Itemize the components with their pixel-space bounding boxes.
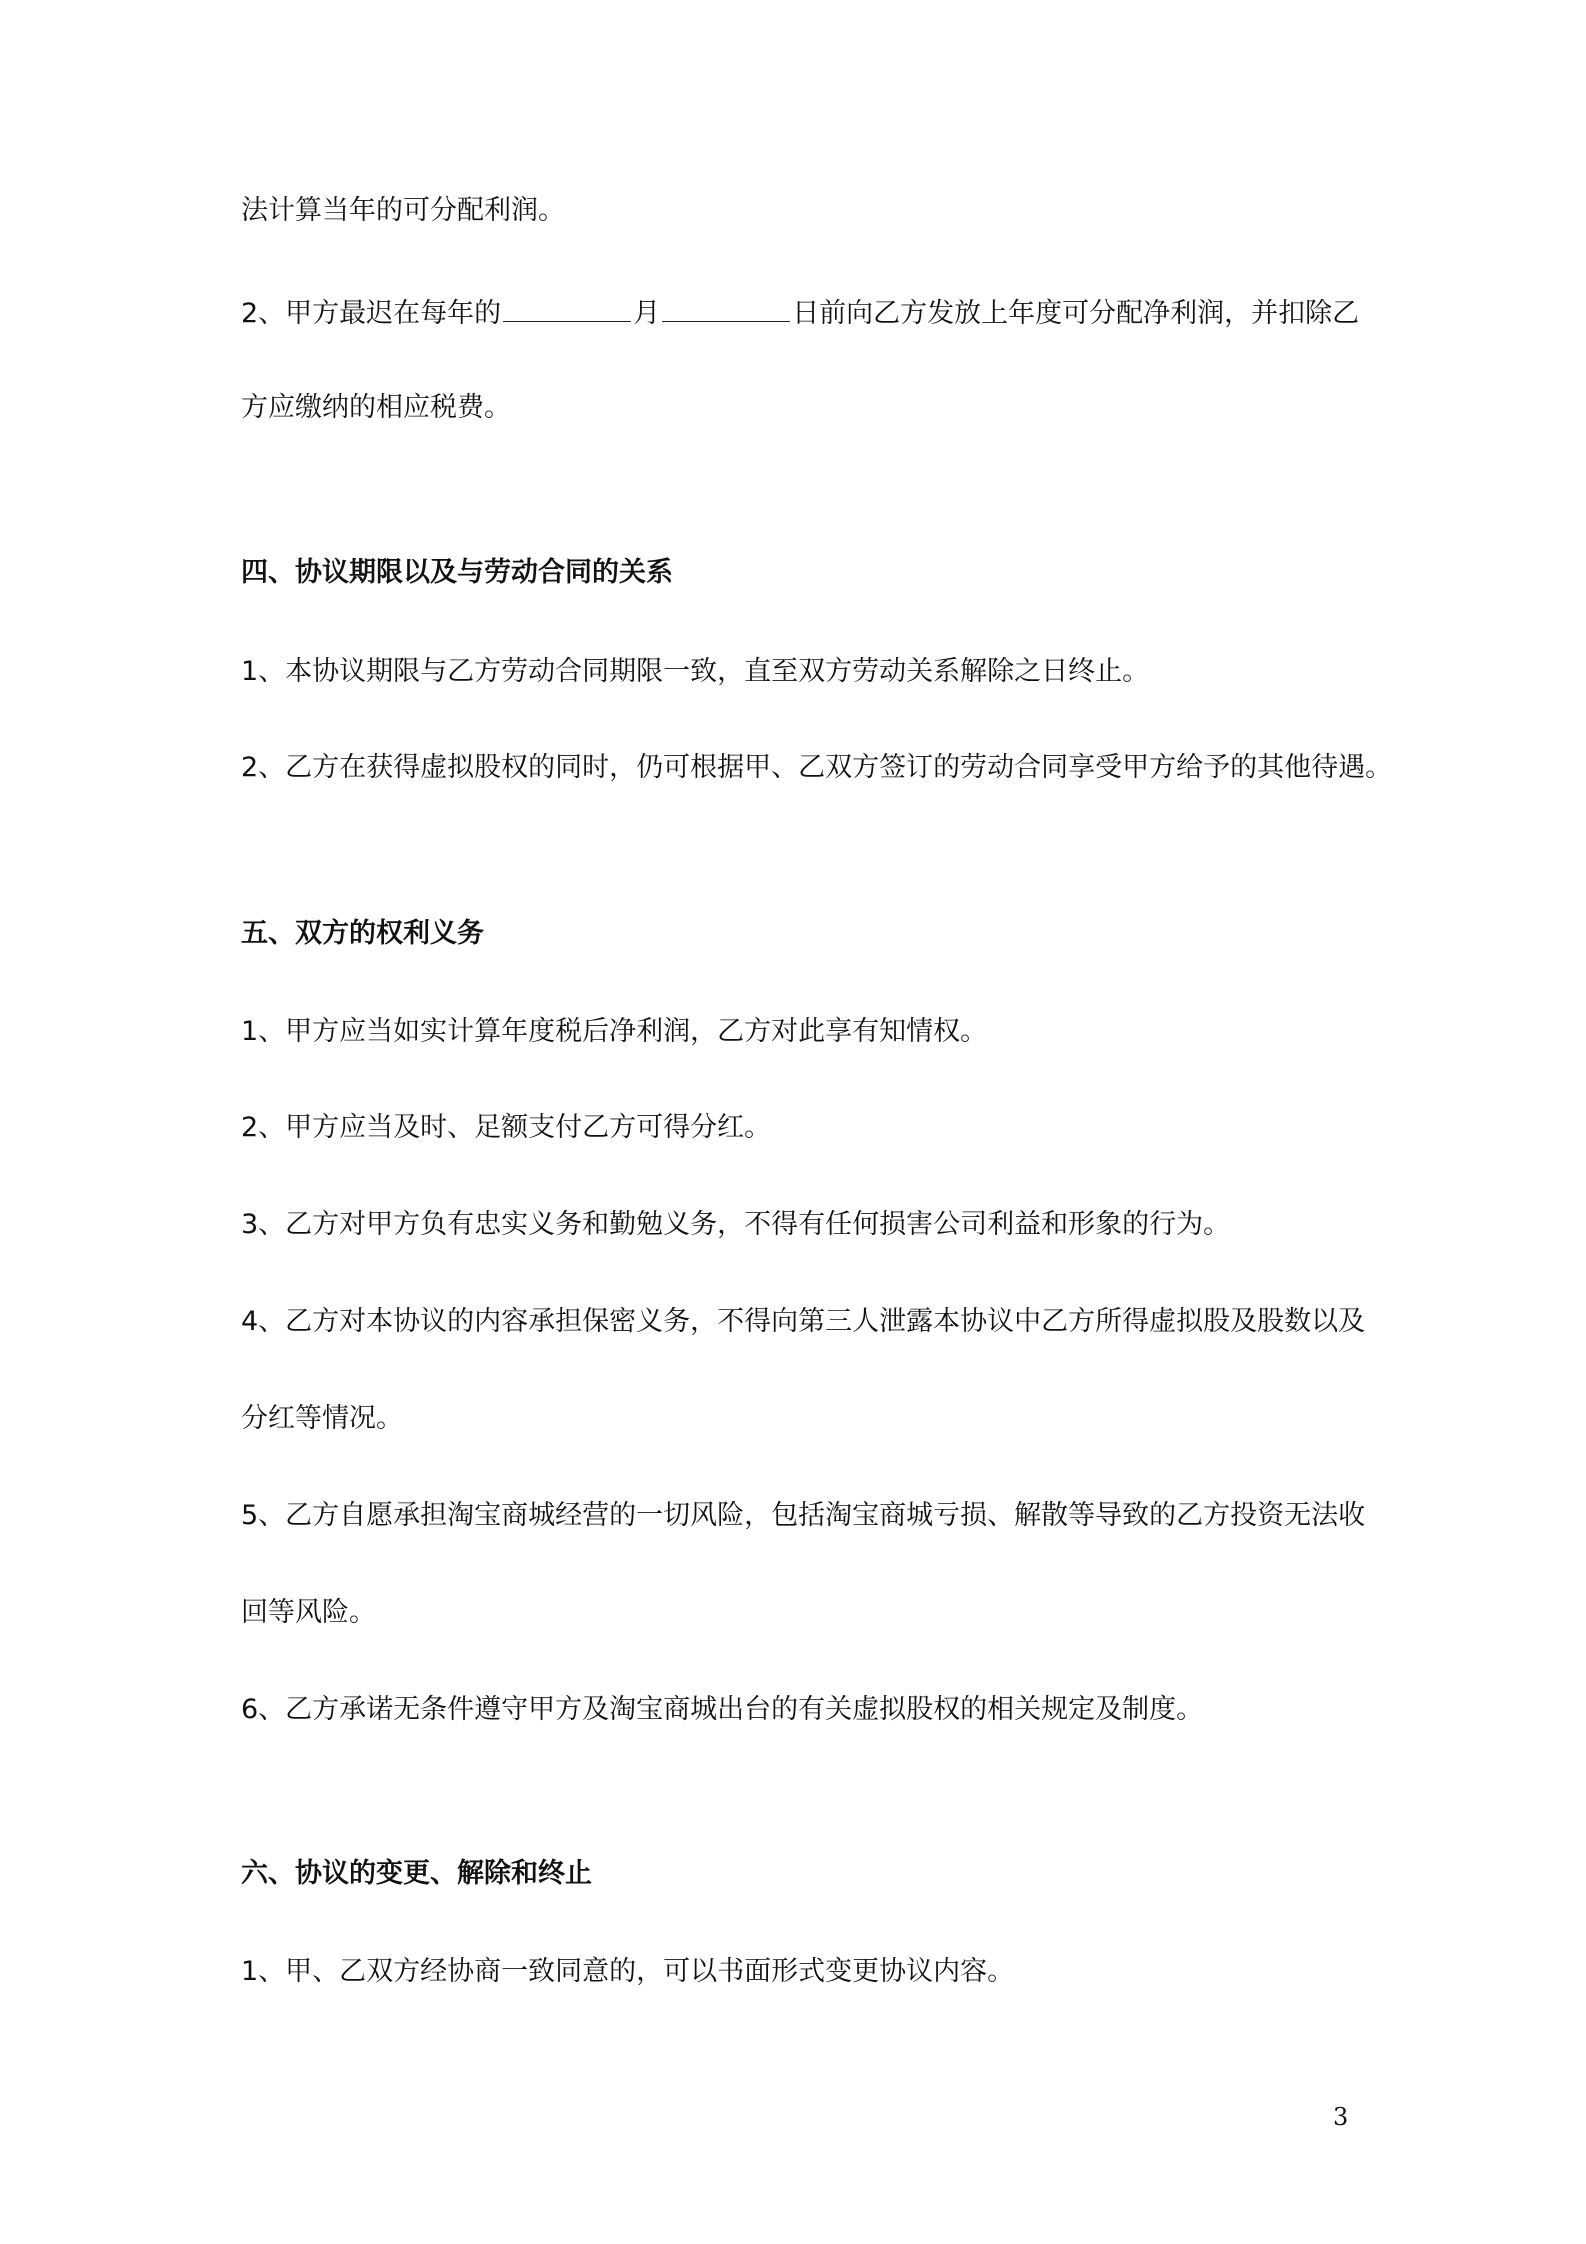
text-line: 方应缴纳的相应税费。	[241, 392, 511, 423]
page-number: 3	[1333, 2103, 1349, 2131]
text-line: 1、甲方应当如实计算年度税后净利润，乙方对此享有知情权。	[241, 1016, 988, 1047]
payment-deadline-line	[241, 295, 1359, 331]
text-line: 2、乙方在获得虚拟股权的同时，仍可根据甲、乙双方签订的劳动合同享受甲方给予的其他待遇。	[241, 752, 1393, 783]
day-blank	[662, 295, 790, 322]
text-line: 3、乙方对甲方负有忠实义务和勤勉义务，不得有任何损害公司利益和形象的行为。	[241, 1209, 1231, 1240]
month-blank	[503, 295, 631, 322]
section-heading: 六、协议的变更、解除和终止	[241, 1858, 592, 1889]
text-line: 5、乙方自愿承担淘宝商城经营的一切风险，包括淘宝商城亏损、解散等导致的乙方投资无法收	[241, 1500, 1366, 1531]
text-line: 6、乙方承诺无条件遵守甲方及淘宝商城出台的有关虚拟股权的相关规定及制度。	[241, 1694, 1204, 1725]
text-segment: 月	[633, 298, 661, 329]
text-line: 回等风险。	[241, 1597, 376, 1628]
text-line: 分红等情况。	[241, 1403, 403, 1434]
text-line: 1、甲、乙双方经协商一致同意的，可以书面形式变更协议内容。	[241, 1956, 1015, 1987]
text-segment: 日前向乙方发放上年度可分配净利润，并扣除乙	[792, 298, 1360, 329]
section-heading: 五、双方的权利义务	[241, 918, 484, 949]
text-line: 4、乙方对本协议的内容承担保密义务，不得向第三人泄露本协议中乙方所得虚拟股及股数以及	[241, 1306, 1366, 1337]
text-line: 法计算当年的可分配利润。	[241, 195, 565, 226]
text-segment: 2、甲方最迟在每年的	[241, 298, 502, 329]
text-line: 1、本协议期限与乙方劳动合同期限一致，直至双方劳动关系解除之日终止。	[241, 656, 1150, 687]
text-line: 2、甲方应当及时、足额支付乙方可得分红。	[241, 1112, 772, 1143]
section-heading: 四、协议期限以及与劳动合同的关系	[241, 557, 673, 588]
